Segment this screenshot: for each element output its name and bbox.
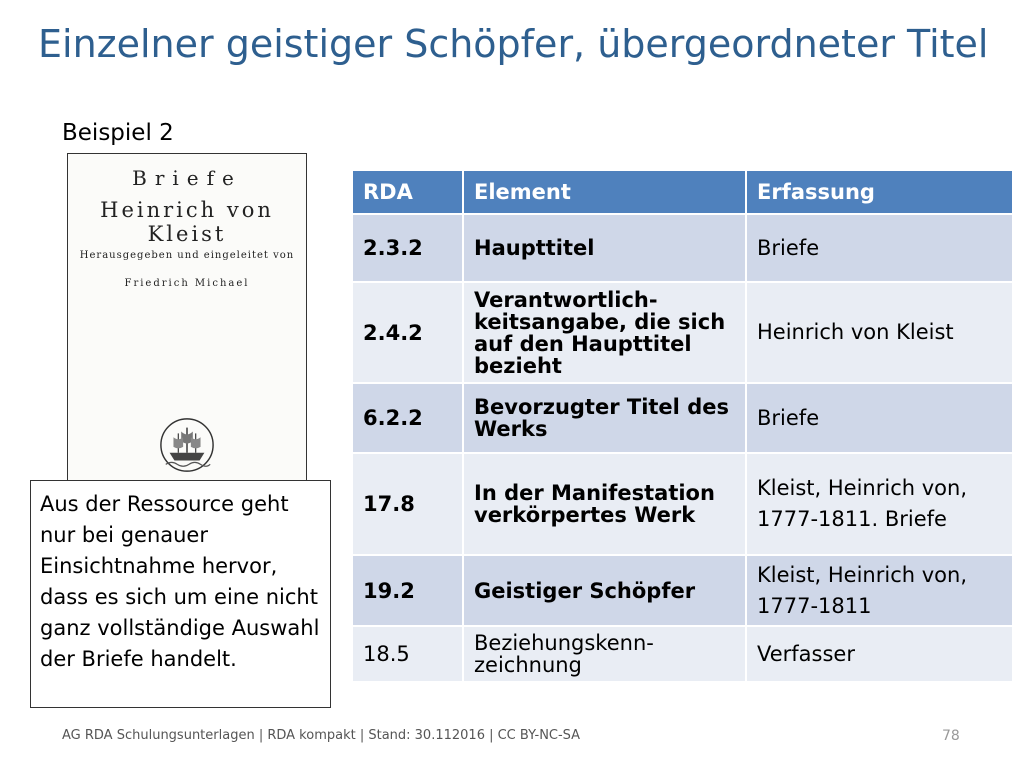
column-header-rda: RDA [352, 170, 463, 214]
rda-code-cell: 18.5 [352, 626, 463, 682]
table-row [352, 626, 1013, 682]
rda-code-cell: 17.8 [352, 453, 463, 555]
cover-editor-line: Herausgegeben und eingeleitet von [79, 250, 295, 261]
cover-title: Briefe [132, 166, 242, 190]
element-cell: Haupttitel [463, 214, 746, 282]
rda-code-cell: 2.3.2 [352, 214, 463, 282]
table-row [352, 453, 1013, 555]
rda-table [351, 169, 1014, 683]
value-cell: Heinrich von Kleist [746, 282, 1013, 383]
value-cell: Verfasser [746, 626, 1013, 682]
element-cell: Verantwortlich-keitsangabe, die sich auf den Haupttitel bezieht [463, 282, 746, 383]
explanation-note: Aus der Ressource geht nur bei genauer Einsichtnahme hervor, dass es sich um eine nicht ganz vollständige Auswahl der Briefe handelt. [30, 480, 331, 708]
element-cell: In der Manifestation verkörpertes Werk [463, 453, 746, 555]
table-row [352, 214, 1013, 282]
rda-code-cell: 2.4.2 [352, 282, 463, 383]
value-cell: Briefe [746, 383, 1013, 453]
rda-code-cell: 6.2.2 [352, 383, 463, 453]
value-cell: Kleist, Heinrich von, 1777-1811. Briefe [746, 453, 1013, 555]
value-cell: Kleist, Heinrich von, 1777-1811 [746, 555, 1013, 626]
example-label: Beispiel 2 [62, 120, 174, 146]
column-header-erfassung: Erfassung [746, 170, 1013, 214]
table-header-row [352, 170, 1013, 214]
element-cell: Geistiger Schöpfer [463, 555, 746, 626]
rda-code-cell: 19.2 [352, 555, 463, 626]
page-number: 78 [942, 728, 960, 744]
value-cell: Briefe [746, 214, 1013, 282]
slide-title: Einzelner geistiger Schöpfer, übergeordneter Titel [38, 22, 989, 66]
cover-author: Heinrich von Kleist [100, 198, 274, 246]
table-row [352, 383, 1013, 453]
cover-editor-name: Friedrich Michael [124, 278, 250, 289]
element-cell: Beziehungskenn-zeichnung [463, 626, 746, 682]
ship-emblem-icon [158, 416, 216, 474]
table-row [352, 282, 1013, 383]
column-header-element: Element [463, 170, 746, 214]
table-row [352, 555, 1013, 626]
footer-text: AG RDA Schulungsunterlagen | RDA kompakt | Stand: 30.112016 | CC BY-NC-SA [62, 728, 581, 743]
element-cell: Bevorzugter Titel des Werks [463, 383, 746, 453]
book-cover-image [67, 153, 307, 483]
